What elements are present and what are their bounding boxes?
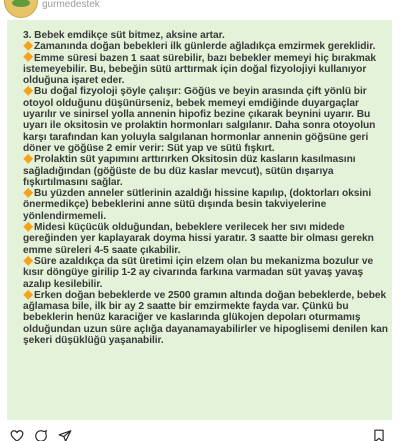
post-text xyxy=(23,30,388,346)
orange-diamond-icon xyxy=(23,188,33,198)
username[interactable]: gurmedestek xyxy=(42,0,100,10)
post-line: Emme süresi bazen 1 saat sürebilir, bazı bebekler memeyi hiç bırakmak istemeyebilir. Bu, bebeğin sütü arttırmak için doğal fizyolojiyi kullanıyor olduğuna işaret eder. xyxy=(23,52,376,87)
orange-diamond-icon xyxy=(23,289,33,299)
post-line: Bu doğal fizyoloji şöyle çalışır: Göğüs ve beyin arasında çift yönlü bir otoyol olduğunu düşünürseniz, bebek memeyi emdiğinde duyargaçlar uyarılır ve sinirsel yolla annenin hipofiz bezine çıkarak beynini uyarır. Bu uyarı ile oksitosin ve prolaktin hormonları salgılanır. Daha sonra otoyolun karşı tarafından kan yoluyla salgılanan hormonlar annenin göğsüne geri döner ve göğüse 2 emir verir: Süt yap ve sütü fışkırt. xyxy=(23,86,376,154)
orange-diamond-icon xyxy=(23,52,33,62)
list-item xyxy=(23,188,388,222)
profile-avatar[interactable] xyxy=(4,0,38,18)
comment-icon[interactable] xyxy=(34,429,48,441)
list-item xyxy=(23,154,388,188)
orange-diamond-icon xyxy=(23,41,33,51)
post-line: Erken doğan bebeklerde ve 2500 gramın altında doğan bebeklerde, bebek ağlamasa bile, ilk bir ay 2 saatte bir emzirmekte fayda var. Çünkü bu bebeklerin henüz karaciğer ve kaslarında glükojen depoları oturmamış olduğundan uzun süre açlığa dayanamayabilirler ve hipoglisemi denilen kan şekeri düşüklüğü yaşanabilir. xyxy=(23,289,388,347)
post-line: Süre azaldıkça da süt üretimi için elzem olan bu mekanizma bozulur ve kısır döngüye girilip 1-2 ay civarında farkına varmadan süt yavaş yavaş azalıp kesilebilir. xyxy=(23,255,374,290)
orange-diamond-icon xyxy=(23,222,33,232)
list-item xyxy=(23,41,388,52)
send-icon[interactable] xyxy=(58,429,72,441)
post-line: Bu yüzden anneler sütlerinin azaldığı hissine kapılıp, (doktorları oksini önermedikçe) bebeklerini anne sütü dışında besin takviyelerine yönlendirmemeli. xyxy=(23,188,372,222)
post-line: 3. Bebek emdikçe süt bitmez, aksine artar. xyxy=(23,30,225,41)
bookmark-icon[interactable] xyxy=(372,429,386,441)
orange-diamond-icon xyxy=(23,154,33,164)
post-line: Midesi küçücük olduğundan, bebeklere verilecek her sıvı midede gereğinden yer kaplayarak doyma hissi yaratır. 3 saatte bir olması gerekn emme süreleri 4-5 saate çıkabilir. xyxy=(23,222,374,256)
list-item xyxy=(23,290,388,346)
list-item xyxy=(23,222,388,256)
list-item xyxy=(23,53,388,87)
heart-icon[interactable] xyxy=(10,429,24,441)
list-item xyxy=(23,30,388,41)
orange-diamond-icon xyxy=(23,256,33,266)
post-line: Zamanında doğan bebekleri ilk günlerde ağladıkça emzirmek gereklidir. xyxy=(34,41,376,53)
post-line: Prolaktin süt yapımını arttırırken Oksitosin düz kasların kasılmasını sağladığından (göğüste de bu düz kaslar mevcut), sütün dışarıya fışkırtılmasını sağlar. xyxy=(23,154,356,188)
orange-diamond-icon xyxy=(23,86,33,96)
post-actions xyxy=(0,421,400,441)
post-image xyxy=(7,20,392,420)
post-header xyxy=(0,0,400,20)
list-item xyxy=(23,86,388,154)
list-item xyxy=(23,256,388,290)
